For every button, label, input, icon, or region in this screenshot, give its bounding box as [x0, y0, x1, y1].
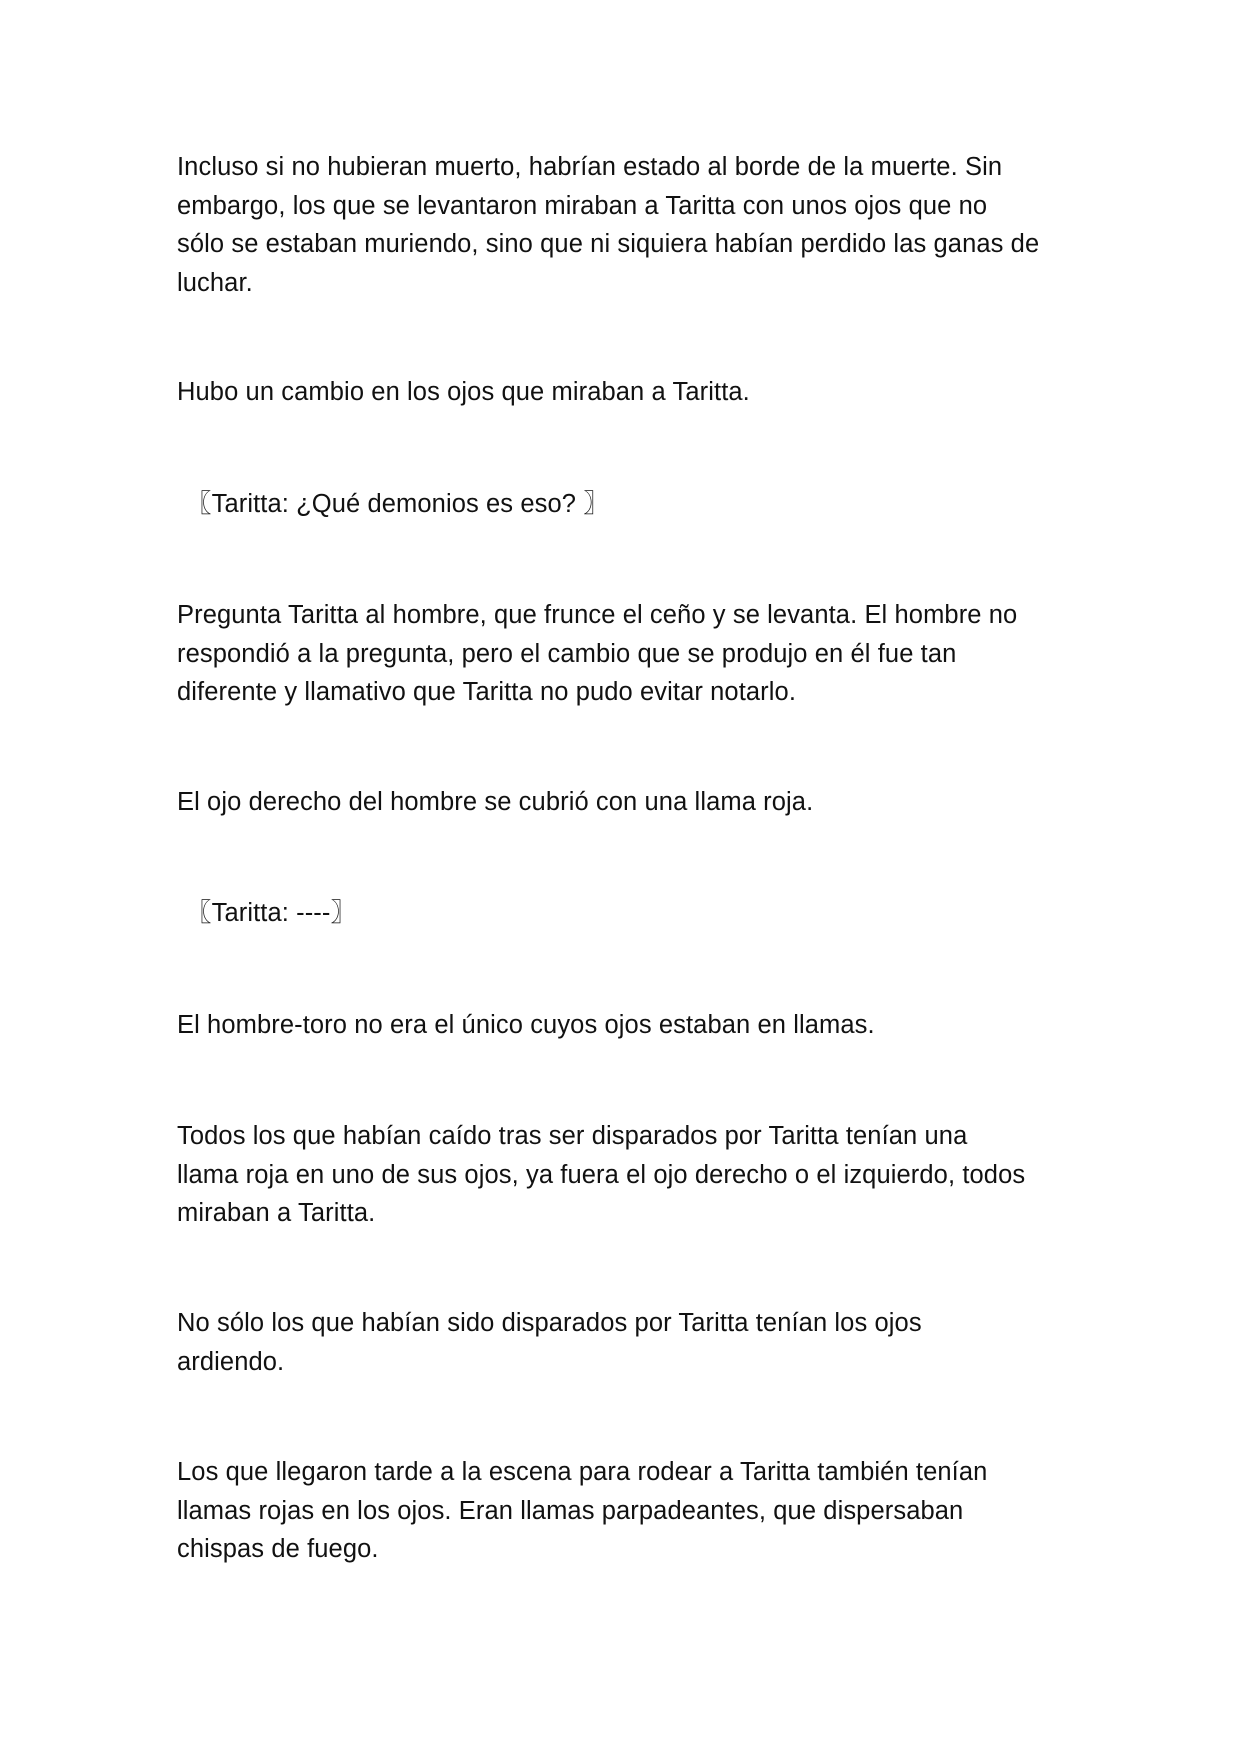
- dialogue-paragraph-2: [186, 894, 1076, 933]
- text-line: respondió a la pregunta, pero el cambio que se produjo en él fue tan: [177, 639, 957, 668]
- text-line: miraban a Taritta.: [177, 1199, 376, 1227]
- text-line: sólo se estaban muriendo, sino que ni siquiera habían perdido las ganas de: [177, 230, 1040, 258]
- paragraph-10: [177, 1453, 1067, 1569]
- paragraph-8: [177, 1117, 1067, 1233]
- dialogue-line: 〖Taritta: ¿Qué demonios es eso? 〗: [186, 490, 609, 518]
- paragraph-1: [177, 148, 1067, 302]
- text-line: El ojo derecho del hombre se cubrió con una llama roja.: [177, 788, 814, 816]
- text-line: Todos los que habían caído tras ser disparados por Taritta tenían una: [177, 1122, 968, 1150]
- text-line: chispas de fuego.: [177, 1535, 379, 1563]
- text-line: luchar.: [177, 268, 253, 297]
- dialogue-line: 〖Taritta: ----〗: [186, 899, 357, 927]
- text-line: embargo, los que se levantaron miraban a Taritta con unos ojos que no: [177, 191, 988, 220]
- text-line: diferente y llamativo que Taritta no pudo evitar notarlo.: [177, 678, 797, 706]
- paragraph-4: [177, 596, 1067, 712]
- text-line: Hubo un cambio en los ojos que miraban a Taritta.: [177, 378, 750, 406]
- text-line: Los que llegaron tarde a la escena para rodear a Taritta también tenían: [177, 1458, 988, 1486]
- text-line: Incluso si no hubieran muerto, habrían estado al borde de la muerte. Sin: [177, 153, 1003, 181]
- text-line: llamas rojas en los ojos. Eran llamas parpadeantes, que dispersaban: [177, 1496, 964, 1525]
- text-line: Pregunta Taritta al hombre, que frunce el ceño y se levanta. El hombre no: [177, 601, 1018, 629]
- paragraph-2: [177, 373, 1067, 412]
- paragraph-5: [177, 783, 1067, 822]
- text-line: No sólo los que habían sido disparados por Taritta tenían los ojos: [177, 1309, 922, 1337]
- text-line: El hombre-toro no era el único cuyos ojos estaban en llamas.: [177, 1011, 875, 1039]
- text-line: ardiendo.: [177, 1347, 285, 1376]
- paragraph-9: [177, 1304, 1067, 1381]
- text-line: llama roja en uno de sus ojos, ya fuera el ojo derecho o el izquierdo, todos: [177, 1160, 1026, 1189]
- dialogue-paragraph-1: [186, 485, 1076, 524]
- paragraph-7: [177, 1006, 1067, 1045]
